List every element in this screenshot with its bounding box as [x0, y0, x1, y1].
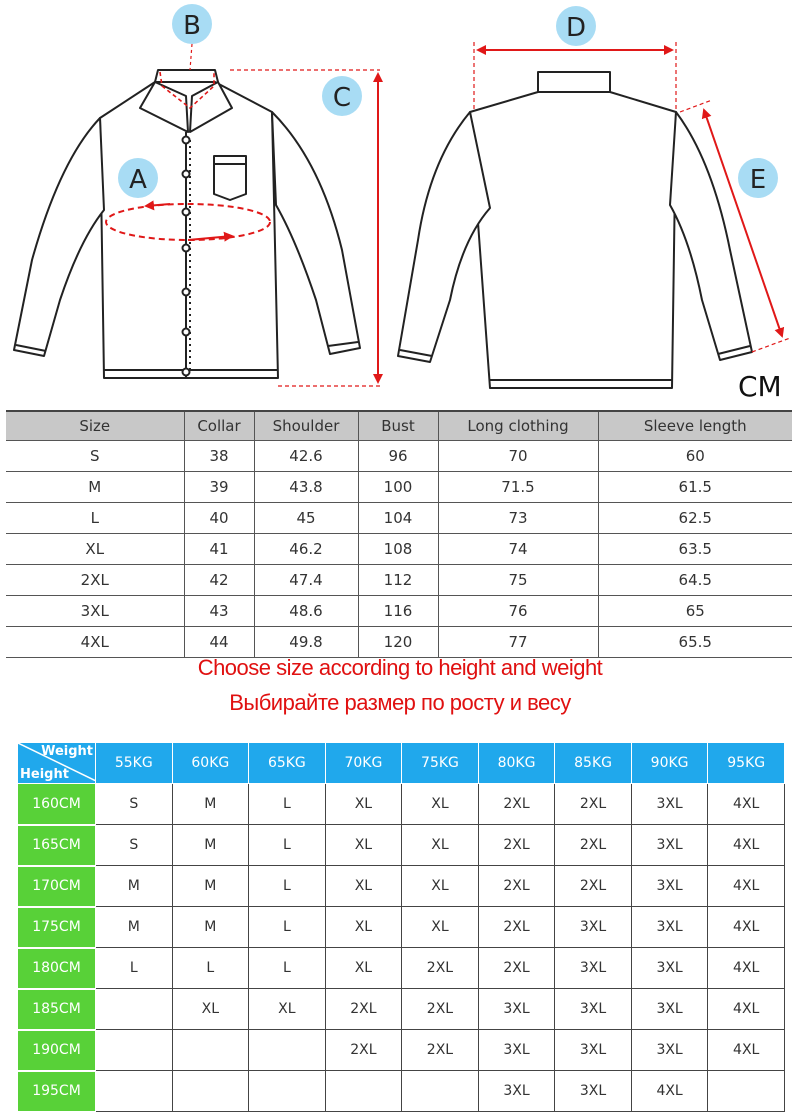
table-cell: 104 — [358, 503, 438, 534]
size-cell: XL — [402, 866, 479, 907]
table-cell: 2XL — [6, 565, 184, 596]
size-cell: 3XL — [555, 1030, 632, 1071]
weight-header: 70KG — [325, 743, 402, 784]
size-cell — [96, 989, 173, 1030]
size-chart-header-row — [18, 743, 785, 784]
table-cell: 100 — [358, 472, 438, 503]
size-cell: 4XL — [708, 784, 785, 825]
table-cell: 70 — [438, 441, 598, 472]
size-cell: 3XL — [555, 1071, 632, 1112]
table-cell: 116 — [358, 596, 438, 627]
size-cell: 2XL — [402, 1030, 479, 1071]
weight-header: 80KG — [478, 743, 555, 784]
advice-russian: Выбирайте размер по росту и весу — [229, 690, 571, 715]
table-cell: 120 — [358, 627, 438, 658]
size-cell: 3XL — [631, 948, 708, 989]
table-cell: 73 — [438, 503, 598, 534]
size-cell: 4XL — [631, 1071, 708, 1112]
svg-text:B: B — [183, 11, 201, 41]
table-cell: 75 — [438, 565, 598, 596]
size-cell: L — [249, 866, 326, 907]
svg-text:D: D — [565, 13, 587, 43]
size-cell: 2XL — [555, 784, 632, 825]
size-cell: 2XL — [478, 784, 555, 825]
table-cell: 41 — [184, 534, 254, 565]
unit-label: CM — [738, 370, 782, 403]
size-cell: L — [96, 948, 173, 989]
size-cell: XL — [402, 784, 479, 825]
size-cell: M — [96, 907, 173, 948]
size-cell: L — [249, 948, 326, 989]
header-shoulder: Shoulder — [254, 411, 358, 441]
size-cell: XL — [249, 989, 326, 1030]
size-cell: 3XL — [478, 1071, 555, 1112]
table-cell: 3XL — [6, 596, 184, 627]
height-header: 195CM — [18, 1071, 96, 1112]
table-cell: 39 — [184, 472, 254, 503]
table-cell: 112 — [358, 565, 438, 596]
size-cell: S — [96, 784, 173, 825]
marker-c — [322, 76, 362, 116]
table-cell: 43 — [184, 596, 254, 627]
size-chart-row — [18, 1030, 785, 1071]
size-cell: M — [172, 907, 249, 948]
size-cell: 2XL — [555, 825, 632, 866]
size-cell: XL — [325, 907, 402, 948]
weight-header: 65KG — [249, 743, 326, 784]
size-cell: 4XL — [708, 1030, 785, 1071]
table-cell: 40 — [184, 503, 254, 534]
height-header: 165CM — [18, 825, 96, 866]
size-cell: S — [96, 825, 173, 866]
table-cell: 45 — [254, 503, 358, 534]
size-cell: M — [172, 825, 249, 866]
size-cell — [325, 1071, 402, 1112]
size-cell: XL — [402, 825, 479, 866]
weight-header: 75KG — [402, 743, 479, 784]
size-cell — [96, 1030, 173, 1071]
table-cell: 49.8 — [254, 627, 358, 658]
weight-header: 60KG — [172, 743, 249, 784]
size-cell: L — [249, 825, 326, 866]
table-cell: 47.4 — [254, 565, 358, 596]
size-cell: 2XL — [555, 866, 632, 907]
size-cell: 3XL — [631, 866, 708, 907]
size-cell: 2XL — [402, 989, 479, 1030]
table-cell: 46.2 — [254, 534, 358, 565]
size-chart-row — [18, 989, 785, 1030]
size-cell: L — [249, 907, 326, 948]
size-cell: 4XL — [708, 948, 785, 989]
size-cell: XL — [172, 989, 249, 1030]
table-cell: M — [6, 472, 184, 503]
svg-text:C: C — [332, 83, 352, 113]
size-cell: XL — [325, 784, 402, 825]
size-cell: XL — [325, 825, 402, 866]
weight-header: 55KG — [96, 743, 173, 784]
size-cell: 3XL — [555, 907, 632, 948]
size-cell — [249, 1030, 326, 1071]
table-cell: 42 — [184, 565, 254, 596]
size-cell: 3XL — [631, 784, 708, 825]
shirt-measurement-diagram — [0, 0, 800, 400]
table-cell: 65.5 — [598, 627, 792, 658]
advice-english: Choose size according to height and weight — [197, 655, 603, 680]
table-row — [6, 627, 792, 658]
table-cell: 74 — [438, 534, 598, 565]
table-cell: 61.5 — [598, 472, 792, 503]
table-cell: 64.5 — [598, 565, 792, 596]
table-cell: 76 — [438, 596, 598, 627]
size-chart-row — [18, 948, 785, 989]
table-cell: L — [6, 503, 184, 534]
size-cell: 3XL — [631, 907, 708, 948]
table-cell: 65 — [598, 596, 792, 627]
size-cell — [708, 1071, 785, 1112]
size-cell: 2XL — [402, 948, 479, 989]
table-cell: 42.6 — [254, 441, 358, 472]
height-header: 175CM — [18, 907, 96, 948]
header-long-clothing: Long clothing — [438, 411, 598, 441]
size-cell — [249, 1071, 326, 1112]
size-cell: 4XL — [708, 907, 785, 948]
height-header: 180CM — [18, 948, 96, 989]
size-cell: XL — [325, 948, 402, 989]
size-cell: 4XL — [708, 866, 785, 907]
table-cell: XL — [6, 534, 184, 565]
size-cell: 2XL — [478, 866, 555, 907]
table-cell: 44 — [184, 627, 254, 658]
table-cell: S — [6, 441, 184, 472]
size-cell — [96, 1071, 173, 1112]
table-row — [6, 441, 792, 472]
header-bust: Bust — [358, 411, 438, 441]
size-chart-row — [18, 1071, 785, 1112]
size-chart-row — [18, 866, 785, 907]
size-cell: 3XL — [631, 825, 708, 866]
size-cell: 4XL — [708, 989, 785, 1030]
size-cell: M — [172, 784, 249, 825]
header-size: Size — [6, 411, 184, 441]
measurement-table — [6, 410, 792, 658]
table-row — [6, 596, 792, 627]
marker-b — [172, 4, 212, 44]
corner-weight-label: Weight — [41, 744, 93, 759]
header-sleeve-length: Sleeve length — [598, 411, 792, 441]
shirt-back — [398, 72, 752, 388]
height-header: 170CM — [18, 866, 96, 907]
size-cell: 2XL — [325, 989, 402, 1030]
size-cell: M — [172, 866, 249, 907]
table-row — [6, 534, 792, 565]
marker-e — [738, 158, 778, 198]
size-cell: 3XL — [555, 989, 632, 1030]
size-cell: L — [249, 784, 326, 825]
size-cell: 2XL — [478, 825, 555, 866]
size-cell — [402, 1071, 479, 1112]
size-cell: 3XL — [555, 948, 632, 989]
size-chart-row — [18, 825, 785, 866]
weight-header: 85KG — [555, 743, 632, 784]
size-cell: L — [172, 948, 249, 989]
table-row — [6, 503, 792, 534]
table-row — [6, 472, 792, 503]
size-cell: 3XL — [478, 1030, 555, 1071]
height-header: 160CM — [18, 784, 96, 825]
table-cell: 60 — [598, 441, 792, 472]
measurement-header-row — [6, 411, 792, 441]
table-cell: 48.6 — [254, 596, 358, 627]
table-cell: 71.5 — [438, 472, 598, 503]
weight-header: 90KG — [631, 743, 708, 784]
size-cell: XL — [402, 907, 479, 948]
size-cell: 4XL — [708, 825, 785, 866]
svg-text:E: E — [749, 165, 767, 195]
weight-header: 95KG — [708, 743, 785, 784]
corner-height-label: Height — [20, 767, 69, 782]
svg-text:A: A — [129, 165, 147, 195]
table-cell: 43.8 — [254, 472, 358, 503]
size-chart-row — [18, 907, 785, 948]
size-cell — [172, 1030, 249, 1071]
height-header: 185CM — [18, 989, 96, 1030]
size-cell: XL — [325, 866, 402, 907]
size-cell: M — [96, 866, 173, 907]
size-cell: 3XL — [478, 989, 555, 1030]
size-chart-table — [17, 742, 785, 1113]
table-cell: 108 — [358, 534, 438, 565]
height-header: 190CM — [18, 1030, 96, 1071]
size-chart-row — [18, 784, 785, 825]
table-cell: 63.5 — [598, 534, 792, 565]
table-cell: 77 — [438, 627, 598, 658]
table-cell: 38 — [184, 441, 254, 472]
table-cell: 4XL — [6, 627, 184, 658]
size-cell: 3XL — [631, 989, 708, 1030]
table-cell: 62.5 — [598, 503, 792, 534]
size-cell: 2XL — [325, 1030, 402, 1071]
table-cell: 96 — [358, 441, 438, 472]
size-cell: 3XL — [631, 1030, 708, 1071]
size-cell: 2XL — [478, 907, 555, 948]
table-row — [6, 565, 792, 596]
corner-cell — [18, 743, 96, 784]
size-cell — [172, 1071, 249, 1112]
header-collar: Collar — [184, 411, 254, 441]
size-cell: 2XL — [478, 948, 555, 989]
marker-a — [118, 158, 158, 198]
marker-d — [556, 6, 596, 46]
